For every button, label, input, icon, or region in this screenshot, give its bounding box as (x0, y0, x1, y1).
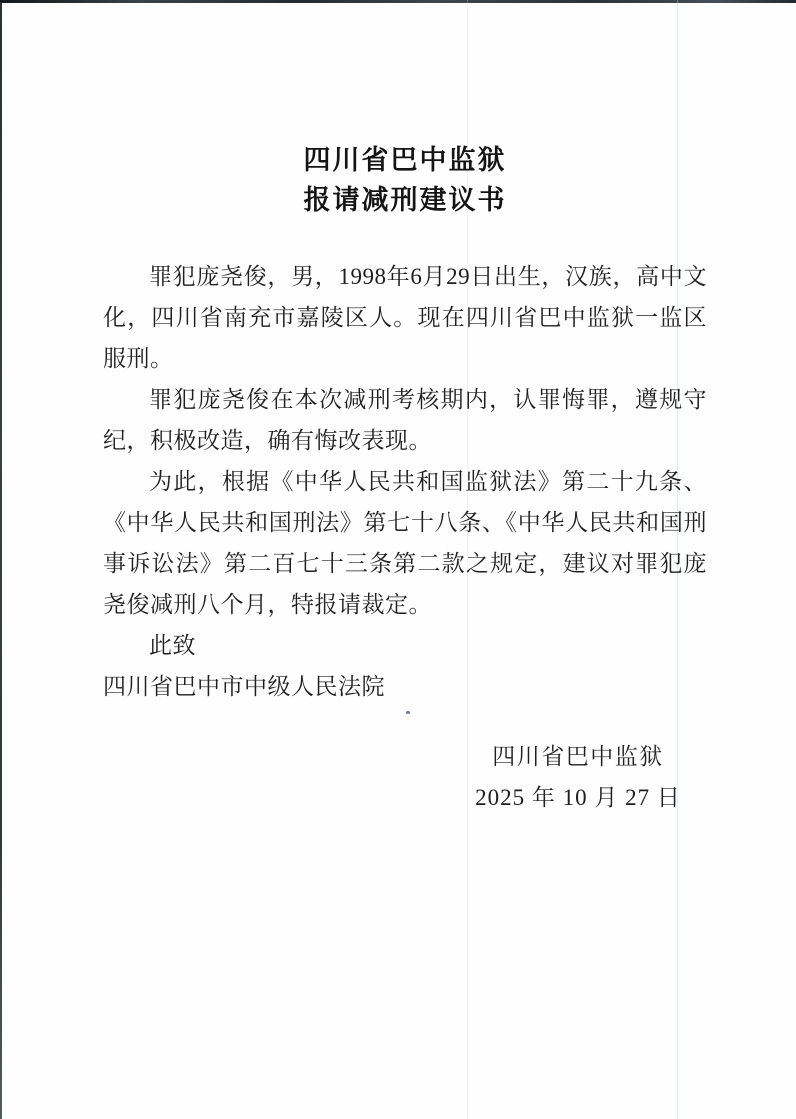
document-title (14, 140, 796, 220)
signature-block (420, 736, 736, 818)
recipient-court: 四川省巴中市中级人民法院 (103, 674, 385, 699)
signature-organization: 四川省巴中监狱 (492, 744, 664, 769)
document-body (103, 256, 707, 707)
paragraph-performance: 罪犯庞尧俊在本次减刑考核期内，认罪悔罪，遵规守纪，积极改造，确有悔改表现。 (103, 387, 707, 453)
paragraph-recommendation: 为此，根据《中华人民共和国监狱法》第二十九条、《中华人民共和国刑法》第七十八条、《中华人民共和国刑事诉讼法》第二百七十三条第二款之规定，建议对罪犯庞尧俊减刑八个月，特报请裁定。 (103, 469, 707, 617)
closing-salutation: 此致 (149, 633, 196, 658)
title-line-doctype: 报请减刑建议书 (303, 185, 507, 215)
signature-date: 2025 年 10 月 27 日 (475, 785, 681, 810)
ink-dot (406, 711, 410, 714)
scan-edge-left (0, 2, 2, 1119)
paragraph-offender-facts: 罪犯庞尧俊，男，1998年6月29日出生，汉族，高中文化，四川省南充市嘉陵区人。现在四川省巴中监狱一监区服刑。 (103, 264, 707, 371)
title-line-issuer: 四川省巴中监狱 (303, 145, 507, 175)
